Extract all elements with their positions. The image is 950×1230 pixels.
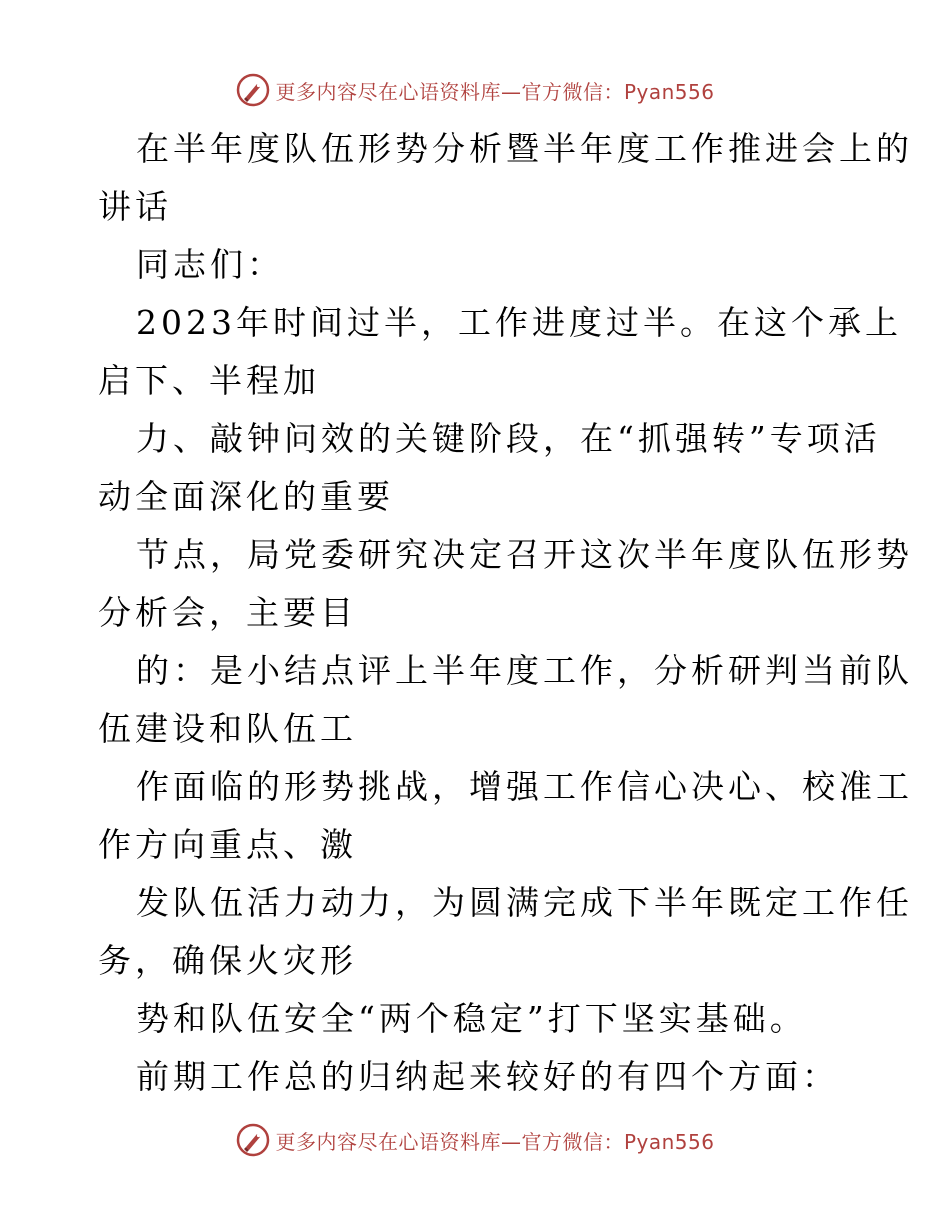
text-line: 在半年度队伍形势分析暨半年度工作推进会上的	[136, 129, 913, 168]
text-line: 启下、半程加	[98, 361, 320, 400]
pen-nib-logo-icon	[235, 72, 271, 108]
watermark-header	[0, 70, 950, 110]
watermark-text: 更多内容尽在心语资料库—官方微信：Pyan556	[275, 79, 715, 104]
text-line: 发队伍活力动力，为圆满完成下半年既定工作任	[136, 883, 913, 922]
text-line: 动全面深化的重要	[98, 477, 394, 516]
text-line: 作方向重点、激	[98, 825, 357, 864]
pen-nib-logo-icon	[235, 1122, 271, 1158]
watermark-footer	[0, 1120, 950, 1160]
text-line: 力、敲钟问效的关键阶段，在“抓强转”专项活	[136, 419, 881, 458]
watermark-text: 更多内容尽在心语资料库—官方微信：Pyan556	[275, 1129, 715, 1154]
text-line: 同志们：	[136, 245, 284, 284]
text-line: 作面临的形势挑战，增强工作信心决心、校准工	[136, 767, 913, 806]
text-line: 伍建设和队伍工	[98, 709, 357, 748]
text-line: 分析会，主要目	[98, 593, 357, 632]
text-line: 务，确保火灾形	[98, 941, 357, 980]
text-line: 势和队伍安全“两个稳定”打下坚实基础。	[136, 999, 807, 1038]
text-line: 2023年时间过半，工作进度过半。在这个承上	[136, 303, 902, 342]
text-line: 讲话	[98, 187, 172, 226]
text-line: 节点，局党委研究决定召开这次半年度队伍形势	[136, 535, 913, 574]
text-line: 前期工作总的归纳起来较好的有四个方面：	[136, 1057, 839, 1096]
document-body	[98, 120, 913, 1106]
text-line: 的：是小结点评上半年度工作，分析研判当前队	[136, 651, 913, 690]
